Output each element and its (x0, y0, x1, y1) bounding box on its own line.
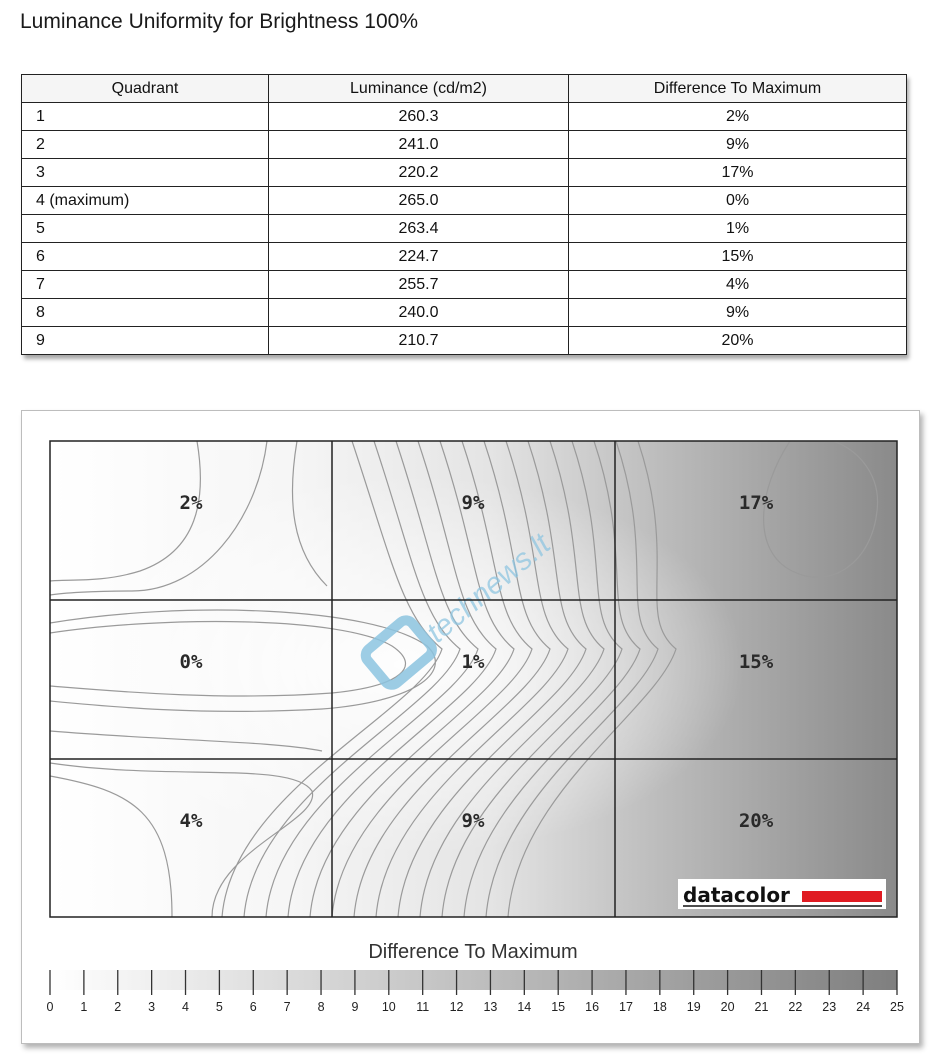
cell-luminance: 263.4 (269, 215, 569, 243)
cell-difference: 1% (569, 215, 907, 243)
scale-title: Difference To Maximum (368, 941, 578, 963)
cell-quadrant: 4 (maximum) (22, 187, 269, 215)
scale-tick-label: 19 (686, 1000, 701, 1014)
scale-tick-label: 9 (351, 1000, 359, 1014)
cell-luminance: 224.7 (269, 243, 569, 271)
cell-difference: 2% (569, 103, 907, 131)
quadrant-label-9: 20% (738, 810, 774, 832)
quadrant-label-3: 17% (738, 492, 774, 514)
datacolor-logo (678, 879, 886, 909)
table-row (22, 327, 907, 355)
column-header-quadrant: Quadrant (22, 75, 269, 103)
scale-tick-label: 3 (148, 1000, 156, 1014)
scale-tick-label: 6 (249, 1000, 257, 1014)
cell-quadrant: 6 (22, 243, 269, 271)
table-row (22, 187, 907, 215)
scale-tick-label: 7 (283, 1000, 291, 1014)
cell-quadrant: 1 (22, 103, 269, 131)
scale-tick-label: 22 (788, 1000, 803, 1014)
quadrant-label-8: 9% (461, 810, 485, 832)
cell-difference: 15% (569, 243, 907, 271)
scale-tick-label: 25 (890, 1000, 904, 1014)
table-row (22, 243, 907, 271)
column-header-luminance: Luminance (cd/m2) (269, 75, 569, 103)
cell-difference: 20% (569, 327, 907, 355)
cell-quadrant: 7 (22, 271, 269, 299)
datacolor-logo-bar (802, 891, 882, 902)
scale-tick-label: 10 (381, 1000, 396, 1014)
cell-luminance: 260.3 (269, 103, 569, 131)
quadrant-label-6: 15% (738, 651, 774, 673)
scale-tick-label: 16 (585, 1000, 600, 1014)
color-scale-bar (50, 970, 897, 990)
table-row (22, 103, 907, 131)
luminance-table (21, 74, 907, 355)
cell-difference: 0% (569, 187, 907, 215)
uniformity-chart-card (21, 410, 920, 1044)
scale-tick-label: 8 (317, 1000, 325, 1014)
quadrant-label-2: 9% (461, 492, 485, 514)
quadrant-label-1: 2% (179, 492, 203, 514)
datacolor-logo-text: datacolor (683, 883, 790, 907)
cell-difference: 4% (569, 271, 907, 299)
luminance-table-container (21, 74, 906, 355)
scale-tick-label: 23 (822, 1000, 837, 1014)
scale-tick-label: 24 (856, 1000, 871, 1014)
table-row (22, 299, 907, 327)
scale-tick-label: 4 (182, 1000, 189, 1014)
scale-tick-label: 1 (80, 1000, 88, 1014)
column-header-difference: Difference To Maximum (569, 75, 907, 103)
cell-quadrant: 5 (22, 215, 269, 243)
cell-luminance: 255.7 (269, 271, 569, 299)
table-header-row (22, 75, 907, 103)
quadrant-label-7: 4% (179, 810, 203, 832)
cell-quadrant: 9 (22, 327, 269, 355)
scale-tick-label: 15 (551, 1000, 566, 1014)
cell-quadrant: 2 (22, 131, 269, 159)
scale-tick-label: 20 (720, 1000, 735, 1014)
table-row (22, 271, 907, 299)
quadrant-label-5: 1% (461, 651, 485, 673)
cell-luminance: 220.2 (269, 159, 569, 187)
cell-quadrant: 3 (22, 159, 269, 187)
scale-tick-label: 17 (619, 1000, 633, 1014)
scale-tick-label: 14 (517, 1000, 532, 1014)
uniformity-heatmap (22, 411, 919, 1043)
table-row (22, 131, 907, 159)
scale-tick-label: 5 (215, 1000, 223, 1014)
watermark-text: technews.lt (420, 527, 557, 650)
cell-difference: 9% (569, 131, 907, 159)
table-row (22, 159, 907, 187)
cell-luminance: 241.0 (269, 131, 569, 159)
scale-tick-label: 21 (754, 1000, 769, 1014)
cell-difference: 9% (569, 299, 907, 327)
cell-quadrant: 8 (22, 299, 269, 327)
scale-tick-label: 13 (483, 1000, 498, 1014)
scale-tick-label: 0 (46, 1000, 54, 1014)
scale-tick-label: 12 (449, 1000, 464, 1014)
scale-tick-label: 11 (416, 1000, 430, 1014)
cell-difference: 17% (569, 159, 907, 187)
page-title: Luminance Uniformity for Brightness 100% (20, 10, 419, 33)
table-row (22, 215, 907, 243)
cell-luminance: 265.0 (269, 187, 569, 215)
scale-tick-label: 2 (114, 1000, 122, 1014)
quadrant-label-4: 0% (179, 651, 203, 673)
cell-luminance: 240.0 (269, 299, 569, 327)
cell-luminance: 210.7 (269, 327, 569, 355)
scale-tick-label: 18 (652, 1000, 667, 1014)
